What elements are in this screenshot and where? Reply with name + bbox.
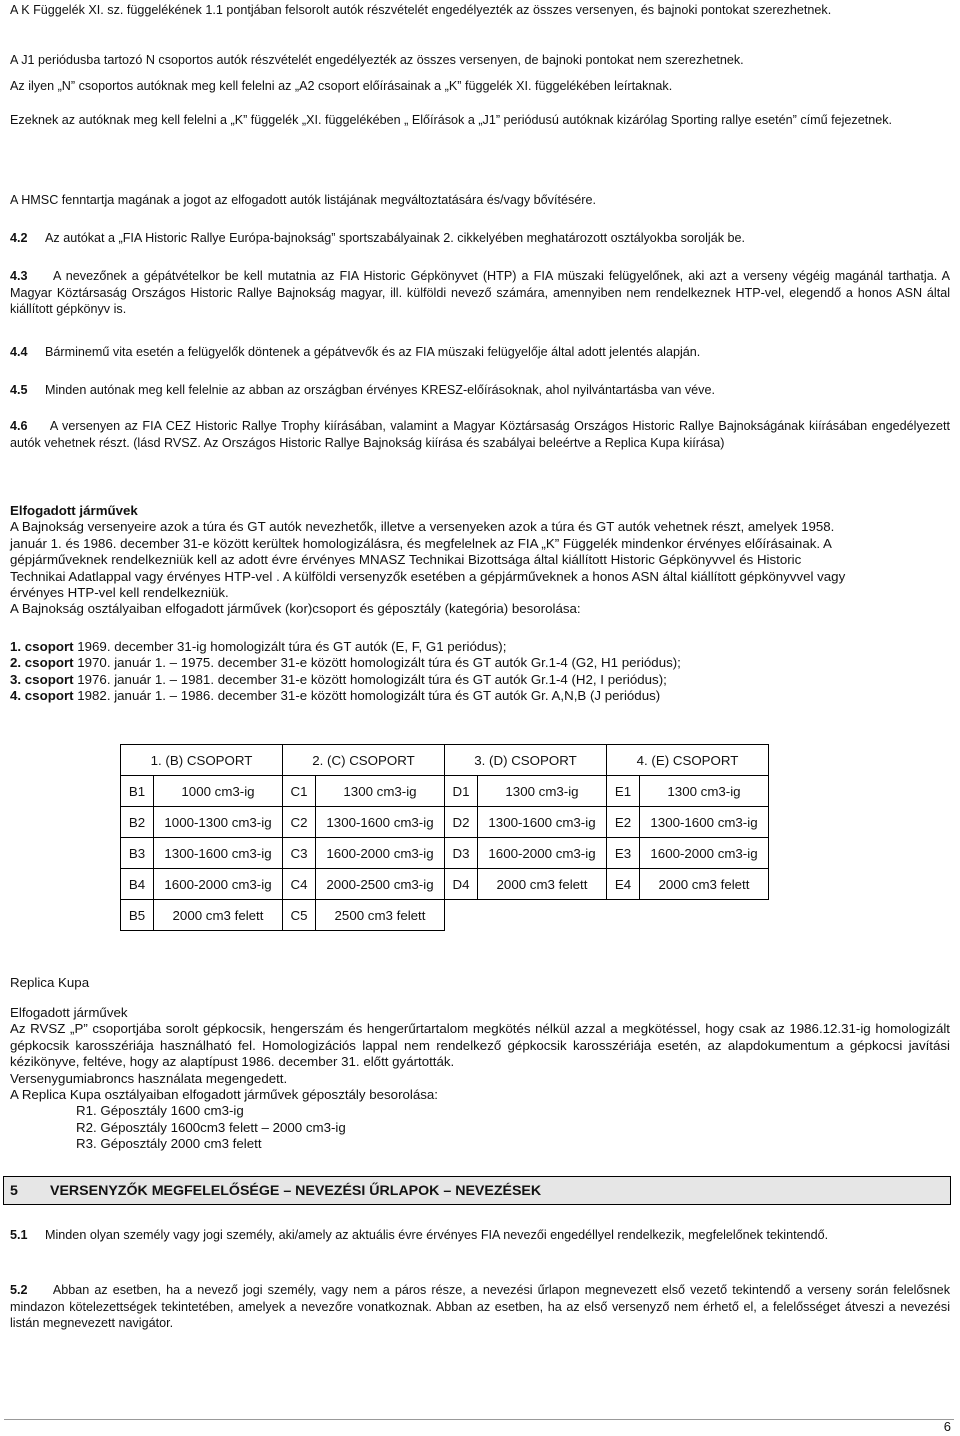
- section-5-number: 5: [10, 1183, 18, 1199]
- section-5-1: [10, 1227, 950, 1244]
- class-code: D3: [445, 838, 478, 869]
- replica-kupa-title: Replica Kupa: [10, 975, 90, 990]
- table-header: 1. (B) CSOPORT: [121, 745, 283, 776]
- class-capacity: 1300 cm3-ig: [640, 776, 769, 807]
- class-capacity: 2500 cm3 felett: [316, 900, 445, 931]
- section-text: Bárminemű vita esetén a felügyelők döntenek a gépátvevők és az FIA müszaki felügyelője által adott jelentés alapján.: [45, 345, 701, 359]
- table-row: [121, 900, 769, 931]
- section-4-5: [10, 382, 950, 399]
- group-item: [10, 639, 950, 655]
- elfogadott-line: Technikai Adatlappal vagy érvényes HTP-vel . A külföldi versenyzők esetében a gépjárműveknek a honos ASN által kiállított gépkönyvvel vagy: [10, 568, 846, 584]
- section-4-2: [10, 230, 950, 247]
- class-capacity: 1600-2000 cm3-ig: [640, 838, 769, 869]
- table-empty-cell: [445, 900, 769, 931]
- class-code: B3: [121, 838, 154, 869]
- class-code: C1: [283, 776, 316, 807]
- class-code: E1: [607, 776, 640, 807]
- intro-paragraph-5: A HMSC fenntartja magának a jogot az elfogadott autók listájának megváltoztatására és/vagy bővítésére.: [10, 193, 596, 207]
- group-label: 4. csoport: [10, 688, 74, 704]
- class-capacity: 2000 cm3 felett: [640, 869, 769, 900]
- section-number: 4.2: [10, 231, 28, 245]
- intro-paragraph-3: Az ilyen „N” csoportos autóknak meg kell felelni az „A2 csoport előírásainak a „K” függelék XI. függelékében leírtaknak.: [10, 79, 673, 93]
- group-text: 1970. január 1. – 1975. december 31-e között homologizált túra és GT autók Gr.1-4 (G2, H1 periódus);: [73, 655, 681, 671]
- elfogadott-line: január 1. és 1986. december 31-e között kerültek homologizálásra, és megfelelnek az FIA „K” Függelék mindenkor érvényes előírásainak. A: [10, 535, 832, 551]
- class-capacity: 2000 cm3 felett: [478, 869, 607, 900]
- section-number: 4.5: [10, 383, 28, 397]
- table-header: 2. (C) CSOPORT: [283, 745, 445, 776]
- group-text: 1969. december 31-ig homologizált túra és GT autók (E, F, G1 periódus);: [73, 639, 507, 654]
- class-capacity: 1000-1300 cm3-ig: [154, 807, 283, 838]
- replica-block: [10, 1005, 950, 1153]
- class-capacity: 1300 cm3-ig: [316, 776, 445, 807]
- replica-class-item: R1. Géposztály 1600 cm3-ig: [76, 1103, 244, 1119]
- table-row: [121, 807, 769, 838]
- section-text: Abban az esetben, ha a nevező jogi személy, vagy nem a páros része, a nevezési űrlapon megnevezett első vezető tekintendő a verseny során felelősnek mindazon kötelezettségek tekintetében, amelyek a nevezőre vonatkoznak. Abban az esetben, ha az első versenyző nem érhető el, a felelősséget átveszi a nevezési listán megnevezett navigátor.: [10, 1283, 950, 1331]
- intro-paragraph-1: A K Függelék XI. sz. függelékének 1.1 pontjában felsorolt autók részvételét engedélyezték az összes versenyen, és bajnoki pontokat szerezhetnek.: [10, 3, 832, 17]
- elfogadott-line: A Bajnokság osztályaiban elfogadott járművek (kor)csoport és géposztály (kategória) besorolása:: [10, 601, 581, 617]
- class-code: C4: [283, 869, 316, 900]
- class-code: B4: [121, 869, 154, 900]
- class-code: E3: [607, 838, 640, 869]
- group-text: 1982. január 1. – 1986. december 31-e között homologizált túra és GT autók Gr. A,N,B (J periódus): [73, 688, 661, 704]
- class-capacity: 1300 cm3-ig: [478, 776, 607, 807]
- group-item: [10, 655, 950, 671]
- section-4-6: [10, 418, 950, 451]
- section-4-4: [10, 344, 950, 361]
- class-capacity: 1600-2000 cm3-ig: [316, 838, 445, 869]
- group-list: [10, 639, 950, 705]
- replica-class-item: R2. Géposztály 1600cm3 felett – 2000 cm3-ig: [76, 1119, 346, 1135]
- intro-paragraph-4: Ezeknek az autóknak meg kell felelni a „K” függelék „XI. függelékében „ Előírások a „J1” periódusú autóknak kizárólag Sporting rallye esetén” című fejezetnek.: [10, 113, 893, 127]
- intro-paragraph-2: A J1 periódusba tartozó N csoportos autók részvételét engedélyezték az összes versenyen, de bajnoki pontokat nem szerezhetnek.: [10, 53, 744, 67]
- elfogadott-line: A Bajnokság versenyeire azok a túra és GT autók nevezhetők, illetve a versenyeken azok a túra és GT autók vehetnek részt, amelyek 1958.: [10, 519, 835, 535]
- class-code: D2: [445, 807, 478, 838]
- replica-class-item: R3. Géposztály 2000 cm3 felett: [76, 1136, 262, 1152]
- class-capacity: 1000 cm3-ig: [154, 776, 283, 807]
- table-row: [121, 838, 769, 869]
- section-number: 4.3: [10, 269, 28, 283]
- class-capacity: 1300-1600 cm3-ig: [154, 838, 283, 869]
- section-text: Az autókat a „FIA Historic Rallye Európa-bajnokság” sportszabályainak 2. cikkelyében meghatározott osztályokba sorolják be.: [45, 231, 746, 245]
- section-number: 5.2: [10, 1283, 28, 1297]
- section-5-title: VERSENYZŐK MEGFELELŐSÉGE – NEVEZÉSI ŰRLAPOK – NEVEZÉSEK: [50, 1183, 542, 1199]
- class-code: B2: [121, 807, 154, 838]
- class-code: E4: [607, 869, 640, 900]
- group-label: 3. csoport: [10, 671, 74, 687]
- class-code: C3: [283, 838, 316, 869]
- class-code: D4: [445, 869, 478, 900]
- footer-divider: [4, 1419, 954, 1420]
- class-capacity: 2000-2500 cm3-ig: [316, 869, 445, 900]
- class-code: B5: [121, 900, 154, 931]
- section-5-heading: [3, 1176, 951, 1205]
- section-text: A versenyen az FIA CEZ Historic Rallye Trophy kiírásában, valamint a Magyar Köztársaság Országos Historic Rallye Bajnokságának kiírásában engedélyezett autók vehetnek részt. (lásd RVSZ. Az Országos Historic Rallye Bajnokság kiírása és szabályai beleértve a Replica Kupa kiírása): [10, 419, 951, 450]
- elfogadott-title: Elfogadott járművek: [10, 503, 138, 518]
- replica-classes-intro: A Replica Kupa osztályaiban elfogadott járművek géposztály besorolása:: [10, 1087, 438, 1103]
- class-table: [120, 744, 769, 931]
- table-row: [121, 776, 769, 807]
- class-code: C5: [283, 900, 316, 931]
- class-code: C2: [283, 807, 316, 838]
- class-capacity: 1600-2000 cm3-ig: [154, 869, 283, 900]
- class-code: E2: [607, 807, 640, 838]
- section-number: 5.1: [10, 1228, 28, 1242]
- section-number: 4.4: [10, 345, 28, 359]
- class-code: B1: [121, 776, 154, 807]
- table-header-row: [121, 745, 769, 776]
- class-code: D1: [445, 776, 478, 807]
- section-number: 4.6: [10, 419, 28, 433]
- elfogadott-jarmuvek-block: [10, 503, 950, 618]
- section-text: Minden olyan személy vagy jogi személy, aki/amely az aktuális évre érvényes FIA nevezői engedéllyel rendelkezik, megfelelőnek tekintendő.: [45, 1228, 829, 1242]
- table-row: [121, 869, 769, 900]
- section-text: Minden autónak meg kell felelnie az abban az országban érvényes KRESZ-előírásoknak, ahol nyilvántartásba van véve.: [45, 383, 715, 397]
- group-item: [10, 672, 950, 688]
- page-number: 6: [943, 1419, 951, 1434]
- replica-body: Az RVSZ „P” csoportjába sorolt gépkocsik, hengerszám és hengerűrtartalom megkötés nélkül azzal a megkötéssel, hogy csak az 1986.12.31-ig homologizált gépkocsik karosszériája használható fel. Homologizációs lappal nem rendelkező gépkocsik karosszériája esetén, az alapdokumentum a gépkocsi javítási kézikönyve, feltéve, hogy az alaptípust 1986. december 31. előtt gyártották.: [10, 1021, 950, 1070]
- table-header: 4. (E) CSOPORT: [607, 745, 769, 776]
- class-capacity: 1300-1600 cm3-ig: [478, 807, 607, 838]
- group-text: 1976. január 1. – 1981. december 31-e között homologizált túra és GT autók Gr.1-4 (H2, I periódus);: [73, 671, 667, 687]
- section-4-3: [10, 268, 950, 318]
- elfogadott-line: érvényes HTP-vel kell rendelkezniük.: [10, 585, 229, 601]
- group-item: [10, 688, 950, 704]
- class-capacity: 1600-2000 cm3-ig: [478, 838, 607, 869]
- elfogadott-line: gépjárműveknek rendelkezniük kell az adott évre érvényes MNASZ Technikai Bizottsága által kiállított Historic Gépkönyvvel és Historic: [10, 552, 802, 568]
- replica-tyres: Versenygumiabroncs használata megengedett.: [10, 1070, 288, 1086]
- group-label: 1. csoport: [10, 639, 74, 654]
- section-5-2: [10, 1282, 950, 1332]
- class-capacity: 2000 cm3 felett: [154, 900, 283, 931]
- table-header: 3. (D) CSOPORT: [445, 745, 607, 776]
- class-capacity: 1300-1600 cm3-ig: [640, 807, 769, 838]
- section-text: A nevezőnek a gépátvételkor be kell mutatnia az FIA Historic Gépkönyvet (HTP) a FIA müszaki felügyelőnek, aki azt a verseny végéig magánál tarthatja. A Magyar Köztársaság Országos Historic Rallye Bajnokság magyar, ill. külföldi nevező számára, amennyiben nem rendelkeznek HTP-vel, elegendő a honos ASN által kiállított gépkönyv is.: [10, 269, 951, 317]
- class-capacity: 1300-1600 cm3-ig: [316, 807, 445, 838]
- replica-subtitle: Elfogadott járművek: [10, 1005, 128, 1020]
- group-label: 2. csoport: [10, 655, 74, 671]
